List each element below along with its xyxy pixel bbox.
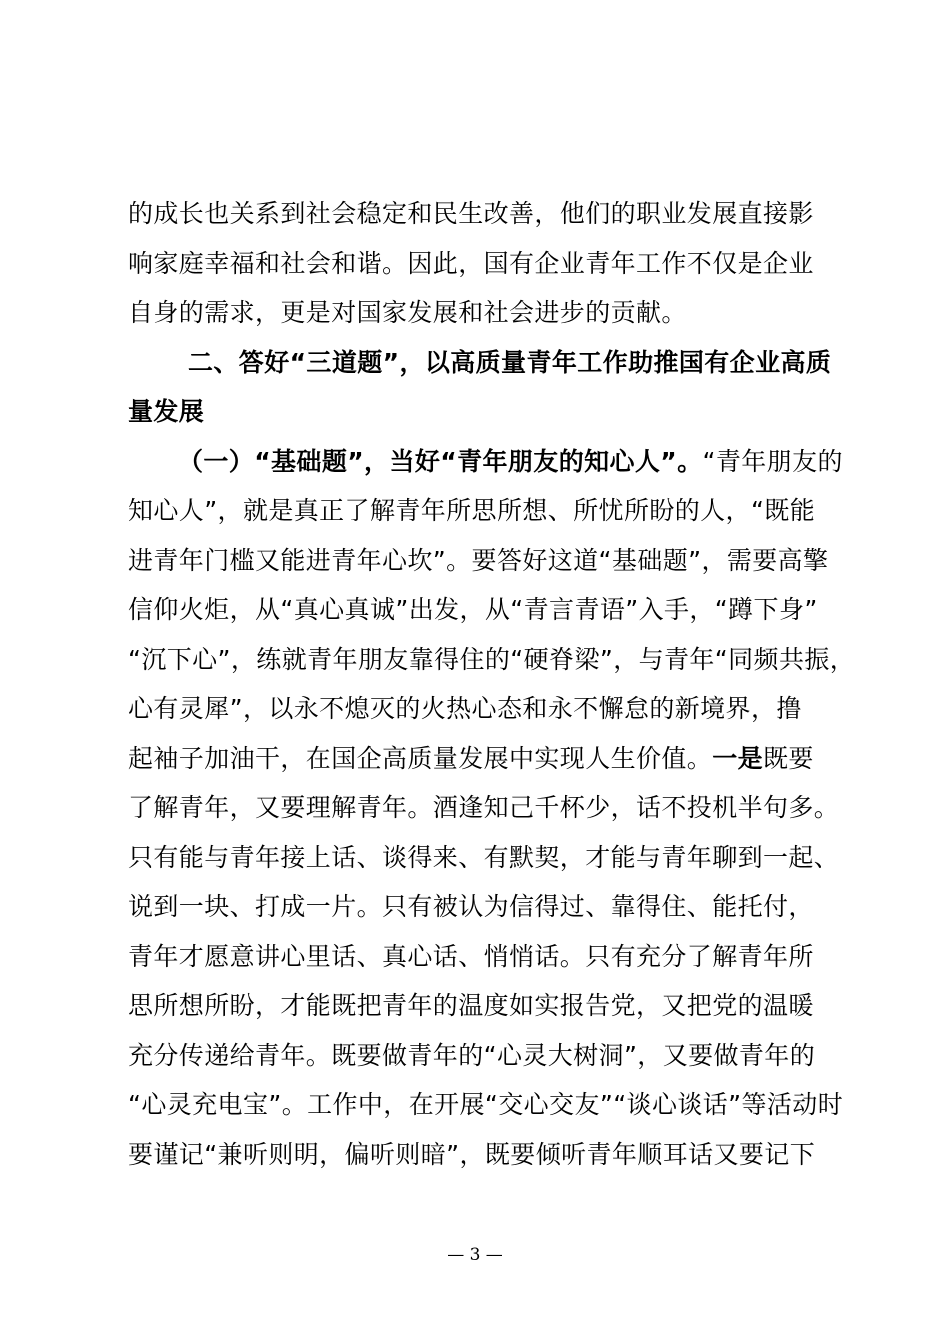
body-line-18: 充分传递给青年。既要做青年的“心灵大树洞”，又要做青年的 [128,1040,816,1070]
body-line-7: 知心人”，就是真正了解青年所思所想、所忧所盼的人，“既能 [128,496,816,525]
page-number: — 3 — [447,1245,503,1265]
body-line-12 [128,734,828,784]
body-line-8: 进青年门槛又能进青年心坎”。要答好这道“基础题”，需要高擎 [128,545,829,575]
body-line-11: 心有灵犀”，以永不熄灭的火热心态和永不懈怠的新境界，撸 [128,694,802,723]
body-line-19: “心灵充电宝”。工作中，在开展“交心交友”“谈心谈话”等活动时 [128,1090,844,1119]
body-line-15: 说到一块、打成一片。只有被认为信得过、靠得住、能托付， [128,892,814,921]
body-line-13: 了解青年，又要理解青年。酒逢知己千杯少，话不投机半句多。 [128,793,840,822]
section-heading-line-2: 量发展 [128,397,205,426]
body-line-2: 响家庭幸福和社会和谐。因此，国有企业青年工作不仅是企业 [128,248,814,278]
point-marker-first: 一是 [712,743,764,773]
body-line-1: 的成长也关系到社会稳定和民生改善，他们的职业发展直接影 [128,199,814,228]
subsection-heading-line [128,437,843,487]
subsection-text-start: “青年朋友的 [702,446,843,476]
document-body [128,189,856,1179]
body-line-10: “沉下心”，练就青年朋友靠得住的“硬脊梁”，与青年“同频共振， [128,644,856,674]
body-line-17: 思所想所盼，才能既把青年的温度如实报告党，又把党的温暖 [128,991,814,1020]
body-line-14: 只有能与青年接上话、谈得来、有默契，才能与青年聊到一起、 [128,842,840,872]
body-line-3: 自身的需求，更是对国家发展和社会进步的贡献。 [128,298,687,327]
subsection-heading: （一）“基础题”，当好“青年朋友的知心人”。 [178,446,703,476]
body-line-9: 信仰火炬，从“真心真诚”出发，从“青言青语”入手，“蹲下身” [128,595,818,624]
section-heading-line-1: 二、答好“三道题”，以高质量青年工作助推国有企业高质 [188,347,832,377]
body-line-12-tail: 既要 [763,743,814,773]
body-line-16: 青年才愿意讲心里话、真心话、悄悄话。只有充分了解青年所 [128,941,814,971]
body-line-12-text: 起袖子加油干，在国企高质量发展中实现人生价值。 [128,743,713,773]
body-line-20: 要谨记“兼听则明，偏听则暗”，既要倾听青年顺耳话又要记下 [128,1139,816,1169]
